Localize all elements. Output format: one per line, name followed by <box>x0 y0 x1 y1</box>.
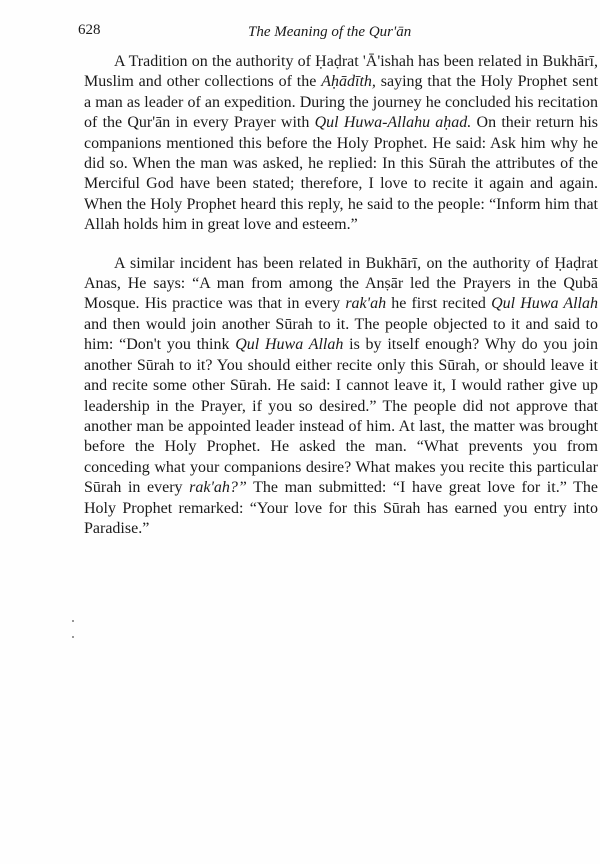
text-run: he first recited <box>386 295 492 313</box>
text-run: A Tradition on the authority of Ḥaḍrat 'Ā'ishah has been related in Bukhārī, Muslim and other collections of the <box>84 53 598 91</box>
text-run: is by itself enough? Why do you join another Sūrah to it? You should either recite only this Sūrah, or should leave it and recite some other Sūrah. He said: I cannot leave it, I would rather give up leadership in the Prayer, if you so desired.” The people did not approve that another man be appointed leader instead of him. At last, the matter was brought before the Holy Prophet. He asked the man. “What prevents you from conceding what your companions desire? What makes you recite this particular Sūrah in every <box>84 336 598 497</box>
running-title: The Meaning of the Qur'ān <box>248 24 412 40</box>
text-run: and then would join another Sūrah to it. The people objected to it and said to him: “Don't you think <box>84 315 598 354</box>
italic-run: Qul Huwa Allah <box>235 336 344 354</box>
text-run: saying that the Holy Prophet sent a man as leader of an expedition. During the journey he concluded his recitation of the Qur'ān in every Prayer with <box>84 73 599 132</box>
text-run: The man submitted: “I have great love for it.” The Holy Prophet remarked: “Your love for this Sūrah has earned you entry into Paradise.” <box>84 479 598 537</box>
italic-run: rak'ah?” <box>189 479 247 497</box>
italic-run: Qul Huwa Allah <box>491 295 598 313</box>
page-header <box>78 22 538 46</box>
italic-run: rak'ah <box>345 295 387 313</box>
scan-speck <box>72 620 74 622</box>
page-number: 628 <box>78 22 101 38</box>
text-run: A similar incident has been related in Bukhārī, on the authority of Ḥaḍrat Anas, He says: “A man from among the Anṣār led the Prayers in the Qubā Mosque. His practice was that in every <box>84 254 598 313</box>
paragraph-2 <box>84 254 598 540</box>
text-run: On their return his companions mentioned this before the Holy Prophet. He said: Ask him why he did so. When the man was asked, he replied: In this Sūrah the attributes of the Merciful God have been stated; therefore, I love to recite it again and again. When the Holy Prophet heard this reply, he said to the people: “Inform him that Allah holds him in great love and esteem.” <box>84 114 599 234</box>
body-text <box>84 52 598 557</box>
italic-run: Aḥādīth, <box>321 73 376 91</box>
scan-speck <box>72 636 74 638</box>
italic-run: Qul Huwa-Allahu aḥad. <box>314 114 472 132</box>
paragraph-1 <box>84 52 598 236</box>
